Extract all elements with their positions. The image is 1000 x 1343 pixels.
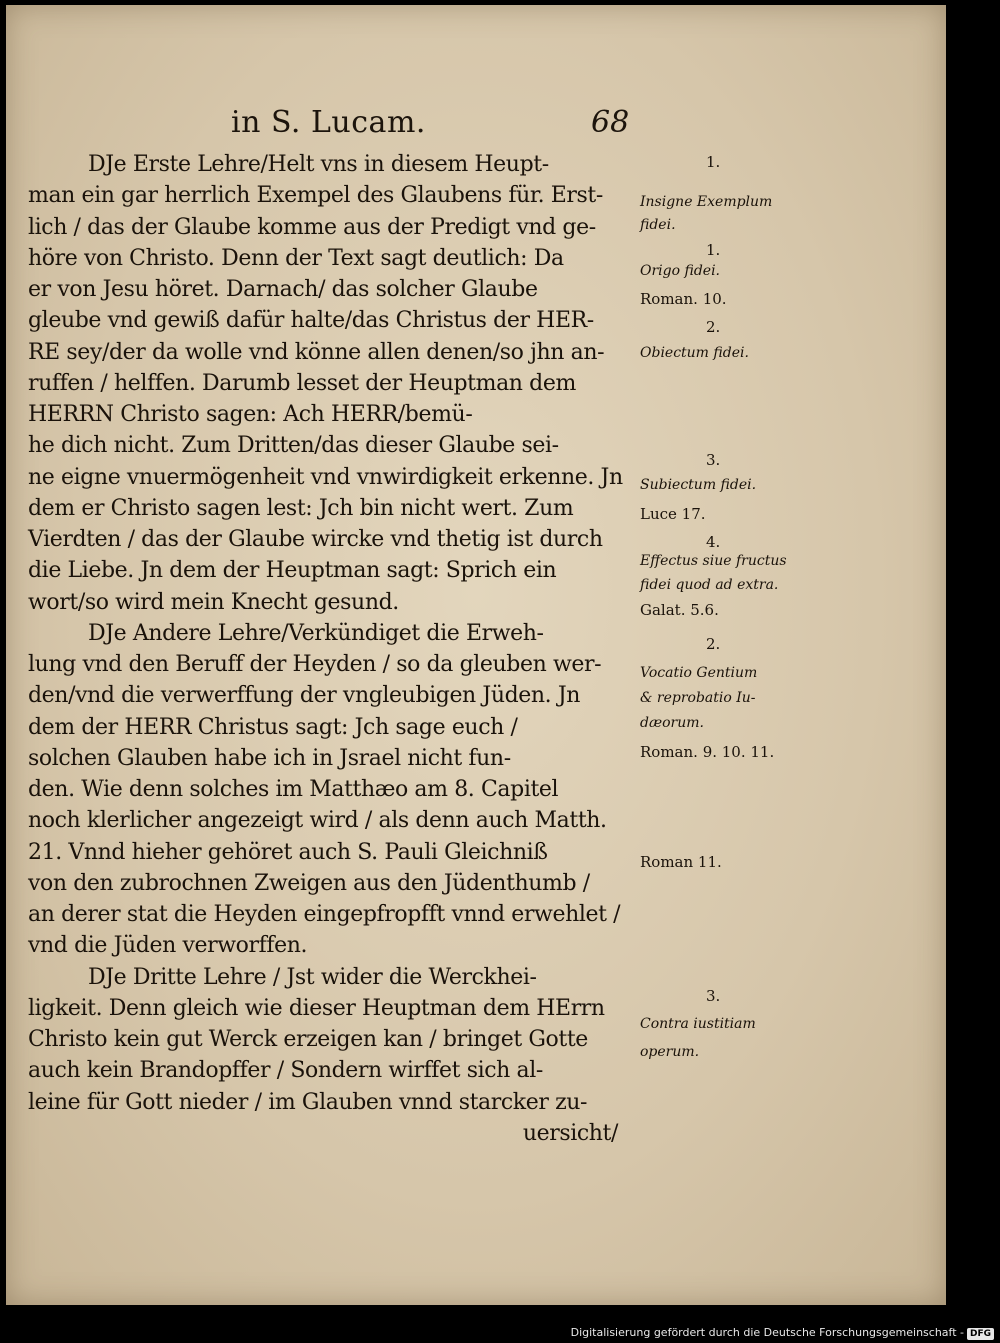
margin-note: Obiectum fidei.: [640, 345, 749, 361]
text-line: auch kein Brandopffer / Sondern wirffet sich al-: [28, 1058, 543, 1084]
text-line: DJe Andere Lehre/Verkündiget die Erweh-: [88, 620, 544, 646]
text-line: dem er Christo sagen lest: Jch bin nicht wert. Zum: [28, 495, 574, 521]
margin-note: Origo fidei.: [640, 263, 721, 279]
margin-note: Roman. 10.: [640, 290, 727, 308]
body-text: [28, 149, 628, 1149]
margin-note: dæorum.: [640, 715, 704, 731]
text-line: ruffen / helffen. Darumb lesset der Heuptman dem: [28, 370, 576, 396]
text-line: RE sey/der da wolle vnd könne allen denen/so jhn an-: [28, 339, 605, 365]
margin-note: Roman 11.: [640, 853, 722, 871]
dfg-logo: DFG: [967, 1328, 994, 1340]
margin-note: Galat. 5.6.: [640, 601, 719, 619]
text-line: dem der HERR Christus sagt: Jch sage euch /: [28, 714, 518, 740]
text-line: leine für Gott nieder / im Glauben vnnd starcker zu-: [28, 1089, 588, 1115]
text-line: vnd die Jüden verworffen.: [28, 933, 308, 959]
margin-note: 2.: [706, 318, 721, 336]
margin-note: fidei.: [640, 217, 676, 233]
margin-note: fidei quod ad extra.: [640, 577, 779, 593]
text-line: DJe Dritte Lehre / Jst wider die Werckhei-: [88, 964, 537, 990]
text-line: die Liebe. Jn dem der Heuptman sagt: Sprich ein: [28, 558, 557, 584]
digitization-credit: [571, 1326, 994, 1340]
margin-note: Contra iustitiam: [640, 1016, 756, 1032]
margin-note: Roman. 9. 10. 11.: [640, 743, 775, 761]
running-title: in S. Lucam.: [231, 105, 426, 140]
margin-note: 1.: [706, 153, 721, 171]
text-line: den/vnd die verwerffung der vngleubigen Jüden. Jn: [28, 683, 581, 709]
text-line: von den zubrochnen Zweigen aus den Jüdenthumb /: [28, 870, 590, 896]
page-header: [6, 105, 946, 155]
text-line: lich / das der Glaube komme aus der Predigt vnd ge-: [28, 214, 596, 240]
text-line: man ein gar herrlich Exempel des Glaubens für. Erst-: [28, 183, 603, 209]
margin-note: Subiectum fidei.: [640, 477, 757, 493]
credit-text: Digitalisierung gefördert durch die Deutsche Forschungsgemeinschaft -: [570, 1326, 964, 1339]
book-page: [6, 5, 946, 1305]
text-line: noch klerlicher angezeigt wird / als denn auch Matth.: [28, 808, 607, 834]
text-line: he dich nicht. Zum Dritten/das dieser Glaube sei-: [28, 433, 559, 459]
margin-note: Effectus siue fructus: [640, 553, 787, 569]
margin-note: 3.: [706, 451, 721, 469]
text-line: höre von Christo. Denn der Text sagt deutlich: Da: [28, 245, 564, 271]
text-line: Christo kein gut Werck erzeigen kan / bringet Gotte: [28, 1027, 588, 1052]
text-line: an derer stat die Heyden eingepfropfft vnnd erwehlet /: [28, 902, 621, 927]
text-line: den. Wie denn solches im Matthæo am 8. Capitel: [28, 777, 559, 802]
text-line: lung vnd den Beruff der Heyden / so da gleuben wer-: [28, 652, 602, 677]
text-line: ligkeit. Denn gleich wie dieser Heuptman dem HErrn: [28, 995, 605, 1021]
margin-note: 2.: [706, 635, 721, 653]
text-line: ne eigne vnuermögenheit vnd vnwirdigkeit erkenne. Jn: [28, 464, 623, 490]
text-line: Vierdten / das der Glaube wircke vnd thetig ist durch: [28, 527, 603, 552]
text-line: uersicht/: [522, 1120, 618, 1146]
text-line: er von Jesu höret. Darnach/ das solcher Glaube: [28, 277, 538, 302]
text-line: DJe Erste Lehre/Helt vns in diesem Heupt-: [88, 152, 549, 177]
margin-note: 3.: [706, 987, 721, 1005]
margin-note: & reprobatio Iu-: [640, 690, 756, 706]
text-line: HERRN Christo sagen: Ach HERR/bemü-: [28, 402, 473, 427]
page-number: 68: [591, 105, 630, 140]
margin-note: 1.: [706, 241, 721, 259]
margin-note: Vocatio Gentium: [640, 665, 758, 681]
text-line: solchen Glauben habe ich in Jsrael nicht fun-: [28, 745, 511, 771]
margin-note: Insigne Exemplum: [640, 194, 773, 210]
margin-note: Luce 17.: [640, 505, 706, 523]
margin-note: 4.: [706, 533, 721, 551]
text-line: gleube vnd gewiß dafür halte/das Christus der HER-: [28, 308, 594, 334]
margin-note: operum.: [640, 1044, 700, 1060]
text-line: wort/so wird mein Knecht gesund.: [28, 589, 399, 615]
text-line: 21. Vnnd hieher gehöret auch S. Pauli Gleichniß: [28, 839, 548, 865]
